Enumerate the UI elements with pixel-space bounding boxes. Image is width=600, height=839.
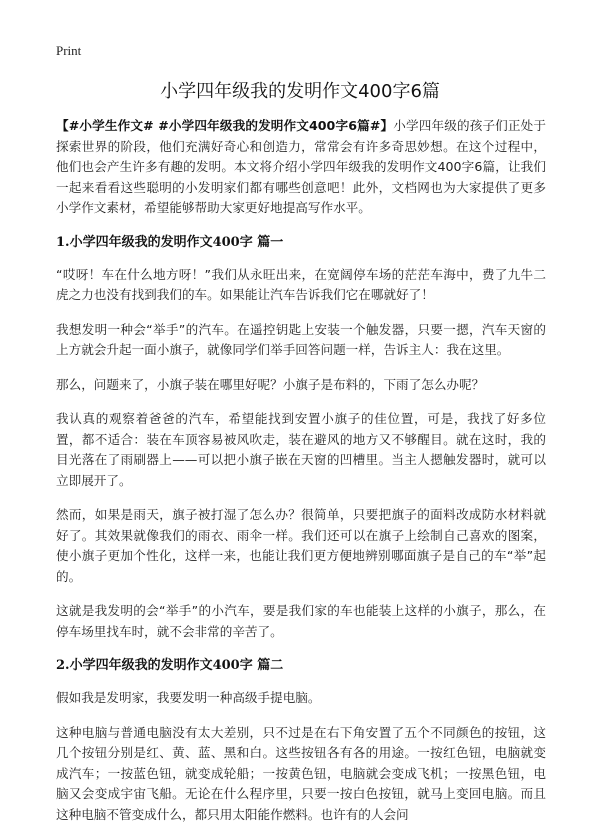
paragraph: “哎呀！车在什么地方呀！”我们从永旺出来，在宽阔停车场的茫茫车海中，费了九牛二虎之力也没有找到我们的车。如果能让汽车告诉我们它在哪就好了！ [56,266,546,302]
hashtag-label: 【#小学生作文# #小学四年级我的发明作文400字6篇#】 [56,118,394,133]
page-title: 小学四年级我的发明作文400字6篇 [160,81,440,102]
paragraph: 我想发明一种会“举手”的汽车。在遥控钥匙上安装一个触发器，只要一摁，汽车天窗的上方就会升起一面小旗子，就像同学们举手回答问题一样，告诉主人：我在这里。 [56,321,546,357]
print-link[interactable]: Print [56,43,82,58]
section-heading-1: 1.小学四年级我的发明作文400字 篇一 [56,234,284,250]
paragraph: 这种电脑与普通电脑没有太大差别，只不过是在右下角安置了五个不同颜色的按钮，这几个按钮分别是红、黄、蓝、黑和白。这些按钮各有各的用途。一按红色钮，电脑就变成汽车；一按蓝色钮，就变成轮船；一按黄色钮，电脑就会变成飞机；一按黑色钮，电脑又会变成宇宙飞船。无论在什么程序里，只要一按白色按钮，就马上变回电脑。而且这种电脑不管变成什么，都只用太阳能作燃料。也许有的人会问 [56,724,546,822]
intro-text: 小学四年级的孩子们正处于探索世界的阶段，他们充满好奇心和创造力，常常会有许多奇思妙想。在这个过程中，他们也会产生许多有趣的发明。本文将介绍小学四年级我的发明作文400字6篇，让我们一起来看看这些聪明的小发明家们都有哪些创意吧！此外，文档网也为大家提供了更多小学作文素材，希望能够帮助大家更好地提高写作水平。 [56,118,546,215]
paragraph: 那么，问题来了，小旗子装在哪里好呢？小旗子是布料的，下雨了怎么办呢？ [56,376,485,392]
paragraph: 假如我是发明家，我要发明一种高级手提电脑。 [56,690,321,705]
paragraph: 然而，如果是雨天，旗子被打湿了怎么办？很简单，只要把旗子的面料改成防水材料就好了。其效果就像我们的雨衣、雨伞一样。我们还可以在旗子上绘制自己喜欢的图案，使小旗子更加个性化，这样一来，也能让我们更方便地辨别哪面旗子是自己的车“举”起的。 [56,507,546,584]
intro-paragraph [56,116,546,219]
article-body [56,116,546,839]
paragraph: 我认真的观察着爸爸的汽车，希望能找到安置小旗子的佳位置，可是，我找了好多位置，都不适合：装在车顶容易被风吹走，装在避风的地方又不够醒目。就在这时，我的目光落在了雨刷器上——可以把小旗子嵌在天窗的凹槽里。当主人摁触发器时，就可以立即展开了。 [56,411,546,488]
paragraph: 这就是我发明的会“举手”的小汽车，要是我们家的车也能装上这样的小旗子，那么，在停车场里找车时，就不会非常的辛苦了。 [56,603,546,639]
section-heading-2: 2.小学四年级我的发明作文400字 篇二 [56,658,284,673]
